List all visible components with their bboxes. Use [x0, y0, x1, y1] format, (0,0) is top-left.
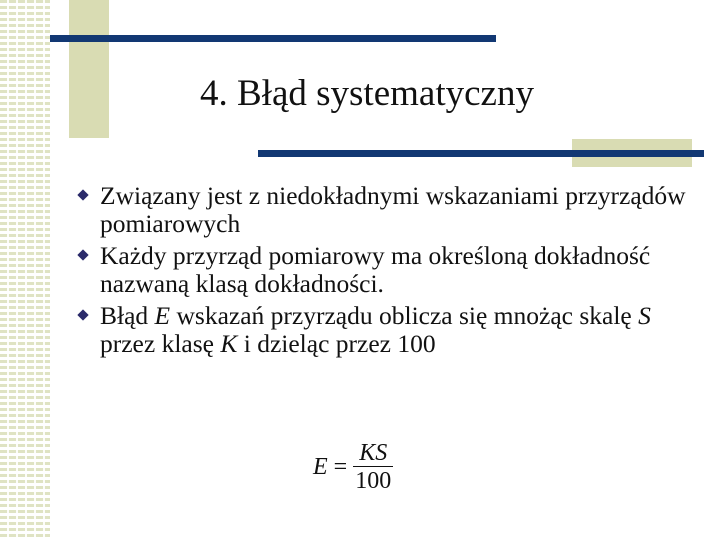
bullet-symbol: S: [638, 301, 651, 330]
bullet-diamond-icon: [77, 309, 88, 320]
bullet-text: Każdy przyrząd pomiarowy ma określoną dokładność nazwaną klasą dokładności.: [100, 241, 651, 298]
bullet-diamond-icon: [77, 189, 88, 200]
formula-equals: =: [333, 454, 348, 480]
error-formula: [313, 440, 393, 495]
bullet-item: [78, 242, 698, 298]
bullet-list: [78, 182, 698, 362]
title-bar-top: [50, 35, 496, 42]
formula-lhs: E: [313, 454, 328, 480]
bullet-text: wskazań przyrządu oblicza się mnożąc skalę: [170, 301, 639, 330]
decorative-block-top: [69, 0, 109, 138]
bullet-text: i dzieląc przez 100: [237, 329, 436, 358]
bullet-symbol: K: [220, 329, 238, 358]
bullet-item: [78, 302, 698, 358]
bullet-diamond-icon: [77, 249, 88, 260]
decorative-stripes: [0, 0, 50, 540]
formula-denominator: 100: [355, 468, 392, 494]
bullet-text: przez klasę: [100, 329, 221, 358]
slide-title: 4. Błąd systematyczny: [200, 73, 534, 114]
bullet-symbol: E: [154, 301, 171, 330]
title-bar-bottom: [258, 150, 704, 157]
formula-fraction: [353, 440, 393, 495]
bullet-text: Związany jest z niedokładnymi wskazaniami przyrządów pomiarowych: [100, 181, 686, 238]
bullet-item: [78, 182, 698, 238]
bullet-text: Błąd: [100, 301, 155, 330]
formula-numerator: KS: [359, 440, 388, 466]
